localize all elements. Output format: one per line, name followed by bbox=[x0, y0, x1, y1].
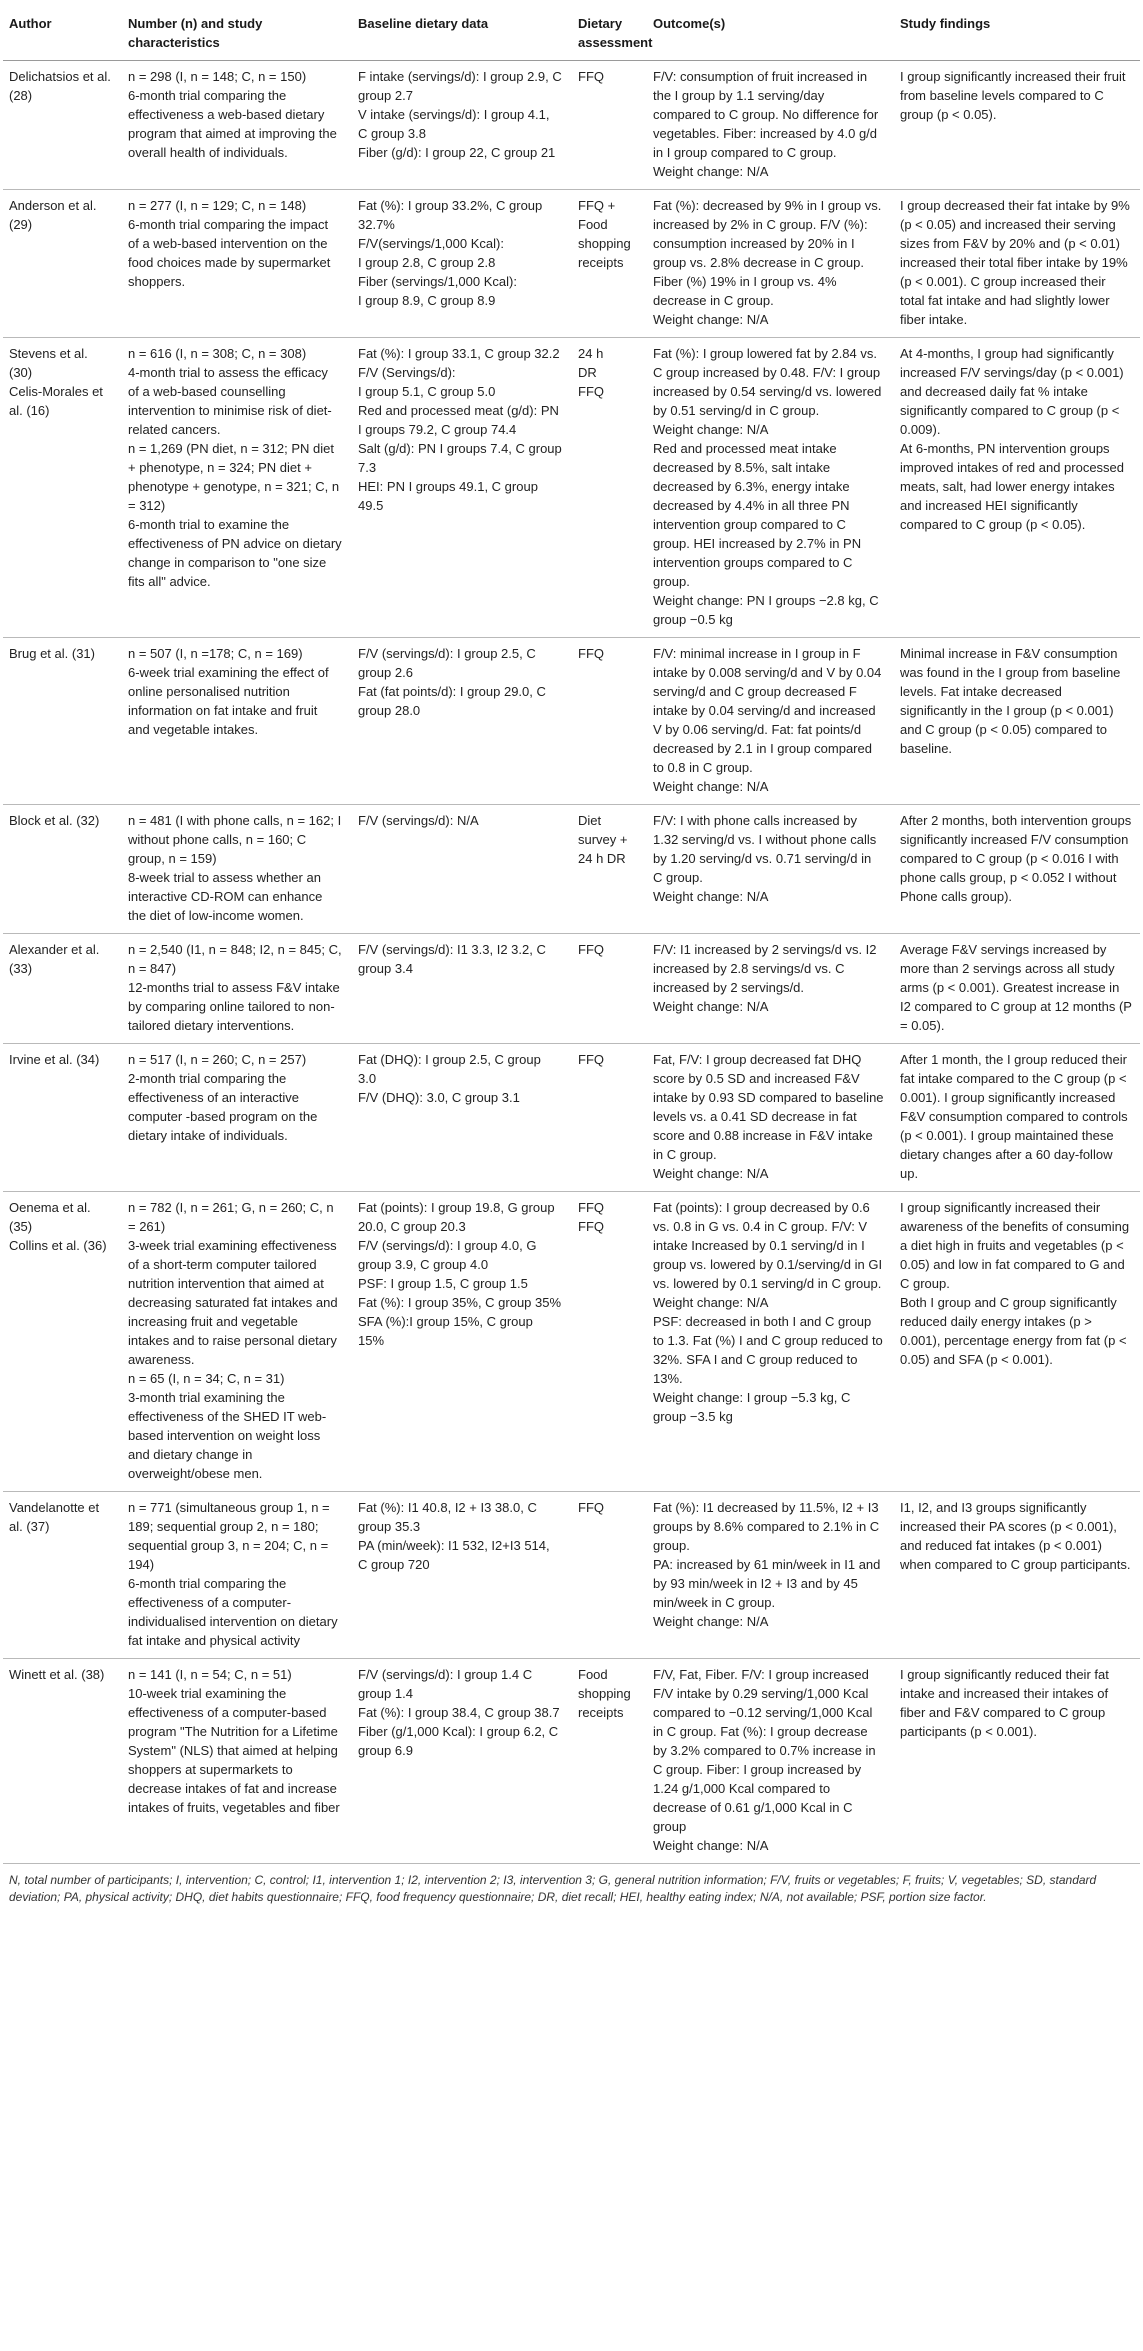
outcome-cell: F/V: I1 increased by 2 servings/d vs. I2 increased by 2.8 servings/d vs. C increased by 2 servings/d. Weight change: N/A bbox=[645, 934, 892, 1044]
outcome-cell: F/V, Fat, Fiber. F/V: I group increased F/V intake by 0.29 serving/1,000 Kcal compared to −0.12 serving/1,000 Kcal in C group. Fat (%): I group decrease by 3.2% compared to 0.7% increase in C group. Fiber: I group increased by 1.24 g/1,000 Kcal compared to decrease of 0.61 g/1,000 Kcal in C group Weight change: N/A bbox=[645, 1659, 892, 1864]
baseline-cell: F intake (servings/d): I group 2.9, C group 2.7 V intake (servings/d): I group 4.1, C group 3.8 Fiber (g/d): I group 22, C group 21 bbox=[350, 61, 570, 190]
table-row bbox=[3, 1659, 1140, 1864]
baseline-cell: F/V (servings/d): I group 1.4 C group 1.4 Fat (%): I group 38.4, C group 38.7 Fiber (g/1,000 Kcal): I group 6.2, C group 6.9 bbox=[350, 1659, 570, 1864]
baseline-cell: Fat (%): I1 40.8, I2 + I3 38.0, C group 35.3 PA (min/week): I1 532, I2+I3 514, C group 720 bbox=[350, 1492, 570, 1659]
assessment-cell: FFQ bbox=[570, 1492, 645, 1659]
author-cell: Brug et al. (31) bbox=[3, 638, 120, 805]
assessment-cell: Diet survey + 24 h DR bbox=[570, 805, 645, 934]
assessment-cell: FFQ bbox=[570, 638, 645, 805]
column-header-findings: Study findings bbox=[892, 6, 1140, 61]
baseline-cell: F/V (servings/d): N/A bbox=[350, 805, 570, 934]
baseline-cell: F/V (servings/d): I group 2.5, C group 2.6 Fat (fat points/d): I group 29.0, C group 28.0 bbox=[350, 638, 570, 805]
findings-cell: After 2 months, both intervention groups significantly increased F/V consumption compared to C group (p < 0.016 I with phone calls group, p < 0.052 I without Phone calls group). bbox=[892, 805, 1140, 934]
findings-cell: I group significantly increased their awareness of the benefits of consuming a diet high in fruits and vegetables (p < 0.05) and low in fat compared to G and C group. Both I group and C group significantly reduced daily energy intakes (p > 0.001), percentage energy from fat (p < 0.05) and SFA (p < 0.001). bbox=[892, 1192, 1140, 1492]
author-cell: Vandelanotte et al. (37) bbox=[3, 1492, 120, 1659]
findings-cell: I group decreased their fat intake by 9% (p < 0.05) and increased their serving sizes from F&V by 20% and (p < 0.01) increased their total fiber intake by 19% (p < 0.001). C group increased their total fat intake and had slightly lower fiber intake. bbox=[892, 190, 1140, 338]
column-header-number: Number (n) and study characteristics bbox=[120, 6, 350, 61]
author-cell: Oenema et al. (35) Collins et al. (36) bbox=[3, 1192, 120, 1492]
outcome-cell: Fat (%): decreased by 9% in I group vs. increased by 2% in C group. F/V (%): consumption increased by 20% in I group vs. 2.8% decrease in C group. Fiber (%) 19% in I group vs. 4% decrease in C group. Weight change: N/A bbox=[645, 190, 892, 338]
table-body bbox=[3, 61, 1140, 1864]
table-row bbox=[3, 338, 1140, 638]
author-cell: Anderson et al. (29) bbox=[3, 190, 120, 338]
table-row bbox=[3, 61, 1140, 190]
author-cell: Irvine et al. (34) bbox=[3, 1044, 120, 1192]
baseline-cell: Fat (%): I group 33.2%, C group 32.7% F/V(servings/1,000 Kcal): I group 2.8, C group 2.8 Fiber (servings/1,000 Kcal): I group 8.9, C group 8.9 bbox=[350, 190, 570, 338]
findings-cell: I group significantly increased their fruit from baseline levels compared to C group (p < 0.05). bbox=[892, 61, 1140, 190]
assessment-cell: 24 h DR FFQ bbox=[570, 338, 645, 638]
outcome-cell: Fat, F/V: I group decreased fat DHQ score by 0.5 SD and increased F&V intake by 0.93 SD compared to baseline levels vs. a 0.41 SD decrease in fat score and 0.88 increase in F&V intake in C group. Weight change: N/A bbox=[645, 1044, 892, 1192]
table-header-row bbox=[3, 6, 1140, 61]
outcome-cell: Fat (points): I group decreased by 0.6 vs. 0.8 in G vs. 0.4 in C group. F/V: V intake Increased by 0.1 serving/d in I group vs. lowered by 0.1/serving/d in GI vs. lowered by 0.1 serving/d in C group. Weight change: N/A PSF: decreased in both I and C group to 1.3. Fat (%) I and C group reduced to 32%. SFA I and C group reduced to 13%. Weight change: I group −5.3 kg, C group −3.5 kg bbox=[645, 1192, 892, 1492]
table-row bbox=[3, 190, 1140, 338]
author-cell: Alexander et al. (33) bbox=[3, 934, 120, 1044]
study-characteristics-cell: n = 481 (I with phone calls, n = 162; I without phone calls, n = 160; C group, n = 159) 8-week trial to assess whether an interactive CD-ROM can enhance the diet of low-income women. bbox=[120, 805, 350, 934]
study-characteristics-cell: n = 141 (I, n = 54; C, n = 51) 10-week trial examining the effectiveness of a computer-based program "The Nutrition for a Lifetime System" (NLS) that aimed at helping shoppers at supermarkets to decrease intakes of fat and increase intakes of fruits, vegetables and fiber bbox=[120, 1659, 350, 1864]
assessment-cell: FFQ bbox=[570, 61, 645, 190]
column-header-author: Author bbox=[3, 6, 120, 61]
table-row bbox=[3, 1192, 1140, 1492]
table-row bbox=[3, 1044, 1140, 1192]
baseline-cell: Fat (%): I group 33.1, C group 32.2 F/V (Servings/d): I group 5.1, C group 5.0 Red and processed meat (g/d): PN I groups 79.2, C group 74.4 Salt (g/d): PN I groups 7.4, C group 7.3 HEI: PN I groups 49.1, C group 49.5 bbox=[350, 338, 570, 638]
findings-cell: At 4-months, I group had significantly increased F/V servings/day (p < 0.001) and decreased daily fat % intake significantly compared to C group (p < 0.009). At 6-months, PN intervention groups improved intakes of red and processed meats, salt, had lower energy intakes and increased HEI significantly compared to C group (p < 0.05). bbox=[892, 338, 1140, 638]
study-characteristics-cell: n = 277 (I, n = 129; C, n = 148) 6-month trial comparing the impact of a web-based intervention on the food choices made by supermarket shoppers. bbox=[120, 190, 350, 338]
author-cell: Stevens et al. (30) Celis-Morales et al. (16) bbox=[3, 338, 120, 638]
assessment-cell: FFQ + Food shopping receipts bbox=[570, 190, 645, 338]
column-header-outcome: Outcome(s) bbox=[645, 6, 892, 61]
table-row bbox=[3, 934, 1140, 1044]
baseline-cell: Fat (points): I group 19.8, G group 20.0, C group 20.3 F/V (servings/d): I group 4.0, G group 3.9, C group 4.0 PSF: I group 1.5, C group 1.5 Fat (%): I group 35%, C group 35% SFA (%):I group 15%, C group 15% bbox=[350, 1192, 570, 1492]
table-row bbox=[3, 1492, 1140, 1659]
baseline-cell: F/V (servings/d): I1 3.3, I2 3.2, C group 3.4 bbox=[350, 934, 570, 1044]
column-header-assessment: Dietary assessment bbox=[570, 6, 645, 61]
assessment-cell: FFQ FFQ bbox=[570, 1192, 645, 1492]
table-footnote: N, total number of participants; I, intervention; C, control; I1, intervention 1; I2, intervention 2; I3, intervention 3; G, general nutrition information; F/V, fruits or vegetables; F, fruits; V, vegetables; SD, standard deviation; PA, physical activity; DHQ, diet habits questionnaire; FFQ, food frequency questionnaire; DR, diet recall; HEI, healthy eating index; N/A, not available; PSF, portion size factor. bbox=[9, 1873, 1097, 1904]
author-cell: Delichatsios et al. (28) bbox=[3, 61, 120, 190]
author-cell: Block et al. (32) bbox=[3, 805, 120, 934]
table-row bbox=[3, 638, 1140, 805]
baseline-cell: Fat (DHQ): I group 2.5, C group 3.0 F/V (DHQ): 3.0, C group 3.1 bbox=[350, 1044, 570, 1192]
assessment-cell: FFQ bbox=[570, 934, 645, 1044]
findings-cell: After 1 month, the I group reduced their fat intake compared to the C group (p < 0.001). I group significantly increased F&V consumption compared to controls (p < 0.001). I group maintained these dietary changes after a 60 day-follow up. bbox=[892, 1044, 1140, 1192]
assessment-cell: FFQ bbox=[570, 1044, 645, 1192]
outcome-cell: F/V: minimal increase in I group in F intake by 0.008 serving/d and V by 0.04 serving/d and C group decreased F intake by 0.04 serving/d and increased V by 0.06 serving/d. Fat: fat points/d decreased by 2.1 in I group compared to 0.8 in C group. Weight change: N/A bbox=[645, 638, 892, 805]
findings-cell: I group significantly reduced their fat intake and increased their intakes of fiber and F&V compared to C group participants (p < 0.001). bbox=[892, 1659, 1140, 1864]
assessment-cell: Food shopping receipts bbox=[570, 1659, 645, 1864]
outcome-cell: F/V: I with phone calls increased by 1.32 serving/d vs. I without phone calls by 1.20 serving/d vs. 0.71 serving/d in C group. Weight change: N/A bbox=[645, 805, 892, 934]
study-characteristics-cell: n = 517 (I, n = 260; C, n = 257) 2-month trial comparing the effectiveness of an interactive computer -based program on the dietary intake of individuals. bbox=[120, 1044, 350, 1192]
outcome-cell: Fat (%): I group lowered fat by 2.84 vs. C group increased by 0.48. F/V: I group increased by 0.54 serving/d vs. lowered by 0.51 serving/d in C group. Weight change: N/A Red and processed meat intake decreased by 8.5%, salt intake decreased by 6.3%, energy intake decreased by 4.4% in all three PN intervention group compared to C group. HEI increased by 2.7% in PN intervention groups compared to C group. Weight change: PN I groups −2.8 kg, C group −0.5 kg bbox=[645, 338, 892, 638]
outcome-cell: F/V: consumption of fruit increased in the I group by 1.1 serving/day compared to C group. No difference for vegetables. Fiber: increased by 4.0 g/d in I group compared to C group. Weight change: N/A bbox=[645, 61, 892, 190]
study-characteristics-cell: n = 2,540 (I1, n = 848; I2, n = 845; C, n = 847) 12-months trial to assess F&V intake by comparing online tailored to non-tailored dietary interventions. bbox=[120, 934, 350, 1044]
author-cell: Winett et al. (38) bbox=[3, 1659, 120, 1864]
study-table bbox=[3, 6, 1140, 1864]
findings-cell: I1, I2, and I3 groups significantly increased their PA scores (p < 0.001), and reduced fat intakes (p < 0.001) when compared to C group participants. bbox=[892, 1492, 1140, 1659]
study-characteristics-cell: n = 771 (simultaneous group 1, n = 189; sequential group 2, n = 180; sequential group 3, n = 204; C, n = 194) 6-month trial comparing the effectiveness of a computer-individualised intervention on dietary fat intake and physical activity bbox=[120, 1492, 350, 1659]
findings-cell: Minimal increase in F&V consumption was found in the I group from baseline levels. Fat intake decreased significantly in the I group (p < 0.001) and C group (p < 0.05) compared to baseline. bbox=[892, 638, 1140, 805]
outcome-cell: Fat (%): I1 decreased by 11.5%, I2 + I3 groups by 8.6% compared to 2.1% in C group. PA: increased by 61 min/week in I1 and by 93 min/week in I2 + I3 and by 45 min/week in C group. Weight change: N/A bbox=[645, 1492, 892, 1659]
study-characteristics-cell: n = 616 (I, n = 308; C, n = 308) 4-month trial to assess the efficacy of a web-based counselling intervention to minimise risk of diet-related cancers. n = 1,269 (PN diet, n = 312; PN diet + phenotype, n = 324; PN diet + phenotype + genotype, n = 321; C, n = 312) 6-month trial to examine the effectiveness of PN advice on dietary change in comparison to "one size fits all" advice. bbox=[120, 338, 350, 638]
table-row bbox=[3, 805, 1140, 934]
findings-cell: Average F&V servings increased by more than 2 servings across all study arms (p < 0.001). Greatest increase in I2 compared to C group at 12 months (P = 0.05). bbox=[892, 934, 1140, 1044]
study-characteristics-cell: n = 782 (I, n = 261; G, n = 260; C, n = 261) 3-week trial examining effectiveness of a short-term computer tailored nutrition intervention that aimed at decreasing saturated fat intakes and increasing fruit and vegetable intakes and to raise personal dietary awareness. n = 65 (I, n = 34; C, n = 31) 3-month trial examining the effectiveness of the SHED IT web-based intervention on weight loss and dietary change in overweight/obese men. bbox=[120, 1192, 350, 1492]
study-characteristics-cell: n = 507 (I, n =178; C, n = 169) 6-week trial examining the effect of online personalised nutrition information on fat intake and fruit and vegetable intakes. bbox=[120, 638, 350, 805]
study-characteristics-cell: n = 298 (I, n = 148; C, n = 150) 6-month trial comparing the effectiveness a web-based dietary program that aimed at improving the overall health of individuals. bbox=[120, 61, 350, 190]
column-header-baseline: Baseline dietary data bbox=[350, 6, 570, 61]
